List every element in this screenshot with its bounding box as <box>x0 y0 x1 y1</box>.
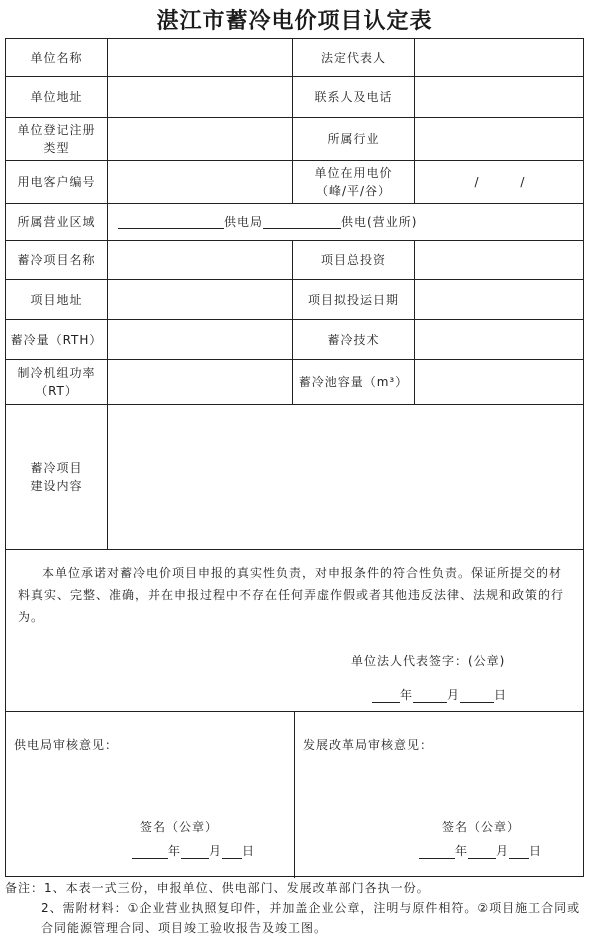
reg-type-label: 单位登记注册类型 <box>17 123 96 155</box>
industry-label: 所属行业 <box>292 118 414 160</box>
storage-capacity-label: 蓄冷量（RTH） <box>10 332 103 347</box>
storage-capacity-field[interactable] <box>107 320 292 359</box>
customer-no-label: 用电客户编号 <box>17 175 96 189</box>
row-reg-type <box>6 118 583 161</box>
business-region-field[interactable] <box>107 204 585 240</box>
unit-address-label: 单位地址 <box>30 90 83 104</box>
construction-content-field[interactable] <box>107 405 585 549</box>
row-reviews <box>6 712 583 878</box>
operation-date-field[interactable] <box>414 280 585 319</box>
pledge-text: 本单位承诺对蓄冷电价项目申报的真实性负责，对申报条件的符合性负责。保证所提交的材料真实、完整、准确，并在申报过程中不存在任何弄虚作假或者其他违反法律、法规和政策的行为。 <box>18 566 565 624</box>
tank-volume-field[interactable] <box>414 360 585 404</box>
contact-label: 联系人及电话 <box>292 77 414 117</box>
certification-form <box>5 38 584 877</box>
price-field[interactable]: / / <box>414 161 585 203</box>
row-customer-no <box>6 161 583 204</box>
row-construction <box>6 405 583 550</box>
legal-rep-label: 法定代表人 <box>292 39 414 76</box>
project-address-label: 项目地址 <box>30 292 83 307</box>
dev-review-date[interactable]: 年 月 日 <box>419 842 542 859</box>
legal-rep-signature-label: 单位法人代表签字：(公章) <box>351 654 506 668</box>
unit-name-field[interactable] <box>107 39 292 76</box>
unit-address-field[interactable] <box>107 77 292 117</box>
construction-content-label: 蓄冷项目建设内容 <box>30 461 83 493</box>
row-project-address <box>6 280 583 320</box>
industry-field[interactable] <box>414 118 585 160</box>
tank-volume-label: 蓄冷池容量（m³） <box>292 360 414 404</box>
supply-bureau-text: 供电局 <box>224 215 264 229</box>
legal-rep-field[interactable] <box>414 39 585 76</box>
dev-opinion-label: 发展改革局审核意见： <box>303 738 434 752</box>
project-name-field[interactable] <box>107 241 292 279</box>
unit-name-label: 单位名称 <box>30 50 83 65</box>
supply-seal-label: 签名（公章） <box>140 820 219 834</box>
row-storage <box>6 320 583 360</box>
row-project-name <box>6 241 583 280</box>
bureau-blank[interactable] <box>118 215 224 229</box>
project-name-label: 蓄冷项目名称 <box>17 253 96 267</box>
total-investment-label: 项目总投资 <box>292 241 414 279</box>
storage-tech-field[interactable] <box>414 320 585 359</box>
business-region-label: 所属营业区域 <box>17 215 96 229</box>
total-investment-field[interactable] <box>414 241 585 279</box>
reg-type-field[interactable] <box>107 118 292 160</box>
form-title: 湛江市蓄冷电价项目认定表 <box>156 8 433 34</box>
chiller-power-field[interactable] <box>107 360 292 404</box>
row-pledge <box>6 550 583 712</box>
notes <box>5 878 584 938</box>
row-unit-name <box>6 39 583 77</box>
contact-field[interactable] <box>414 77 585 117</box>
row-business-region <box>6 204 583 241</box>
supply-station-text: 供电(营业所) <box>341 215 418 229</box>
note-line-2: 2、需附材料：①企业营业执照复印件，并加盖企业公章，注明与原件相符。②项目施工合同或合同能源管理合同、项目竣工验收报告及竣工图。 <box>41 901 581 935</box>
pledge-date[interactable]: 年 月 日 <box>372 686 507 703</box>
dev-seal-label: 签名（公章） <box>442 820 521 834</box>
row-unit-address <box>6 77 583 118</box>
review-divider <box>294 712 295 878</box>
station-blank[interactable] <box>263 215 341 229</box>
project-address-field[interactable] <box>107 280 292 319</box>
storage-tech-label: 蓄冷技术 <box>292 320 414 359</box>
supply-review-date[interactable]: 年 月 日 <box>132 842 255 859</box>
customer-no-field[interactable] <box>107 161 292 203</box>
note-line-1: 备注：1、本表一式三份，申报单位、供电部门、发展改革部门各执一份。 <box>5 881 430 895</box>
operation-date-label: 项目拟投运日期 <box>292 280 414 319</box>
price-label: 单位在用电价（峰/平/谷） <box>292 161 414 203</box>
supply-opinion-label: 供电局审核意见： <box>14 738 119 752</box>
chiller-power-label: 制冷机组功率（RT） <box>17 366 96 398</box>
row-chiller <box>6 360 583 405</box>
